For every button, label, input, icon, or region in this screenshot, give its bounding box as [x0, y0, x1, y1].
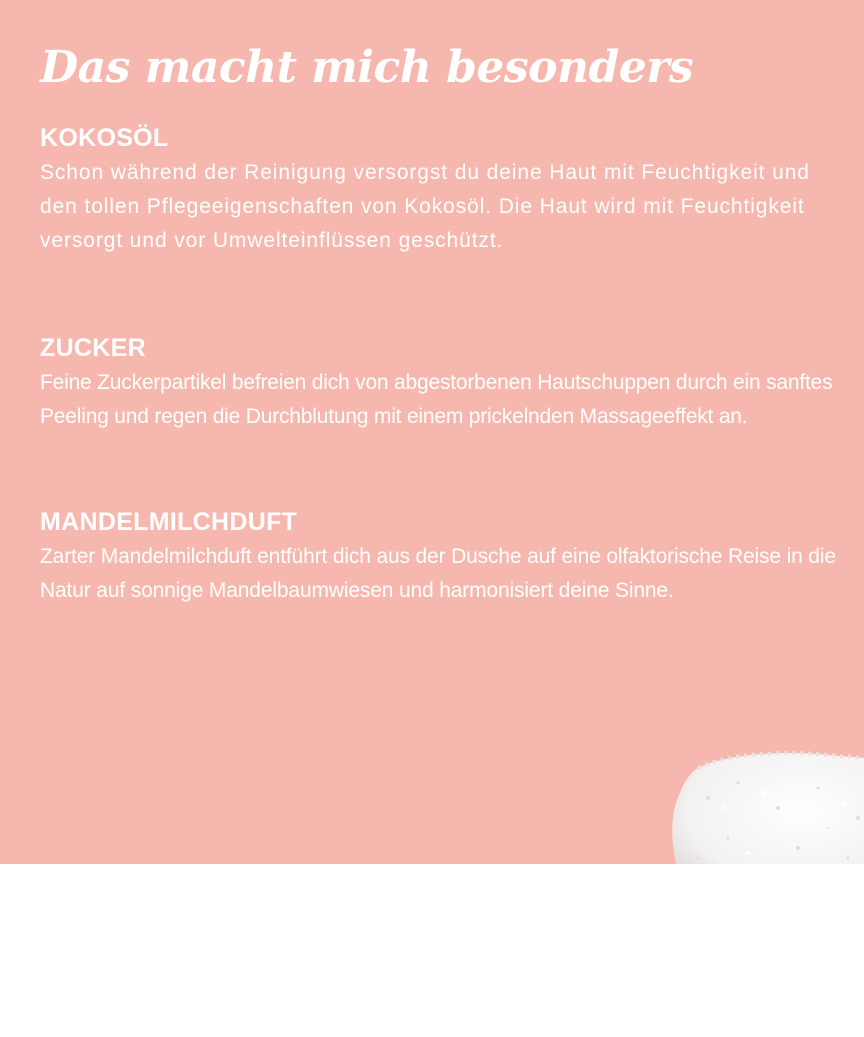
sugar-scrub-image: [668, 748, 864, 864]
page-title: Das macht mich besonders: [40, 42, 694, 93]
section-mandelmilchduft: [40, 504, 840, 608]
section-heading: ZUCKER: [40, 334, 146, 362]
blank-area: [0, 864, 864, 1037]
section-kokosoel: [40, 120, 840, 258]
section-text: Feine Zuckerpartikel befreien dich von abgestorbenen Hautschuppen durch ein sanftes Peeling und regen die Durchblutung mit einem prickelnden Massageeffekt an.: [40, 371, 833, 428]
section-heading: KOKOSÖL: [40, 124, 169, 152]
section-text: Zarter Mandelmilchduft entführt dich aus der Dusche auf eine olfaktorische Reise in die Natur auf sonnige Mandelbaumwiesen und harmonisiert deine Sinne.: [40, 545, 836, 602]
section-zucker: [40, 330, 840, 434]
section-heading: MANDELMILCHDUFT: [40, 508, 298, 536]
section-text: Schon während der Reinigung versorgst du deine Haut mit Feuchtigkeit und den tollen Pflegeeigenschaften von Kokosöl. Die Haut wird mit Feuchtigkeit versorgt und vor Umwelteinflüssen geschützt.: [40, 161, 810, 252]
